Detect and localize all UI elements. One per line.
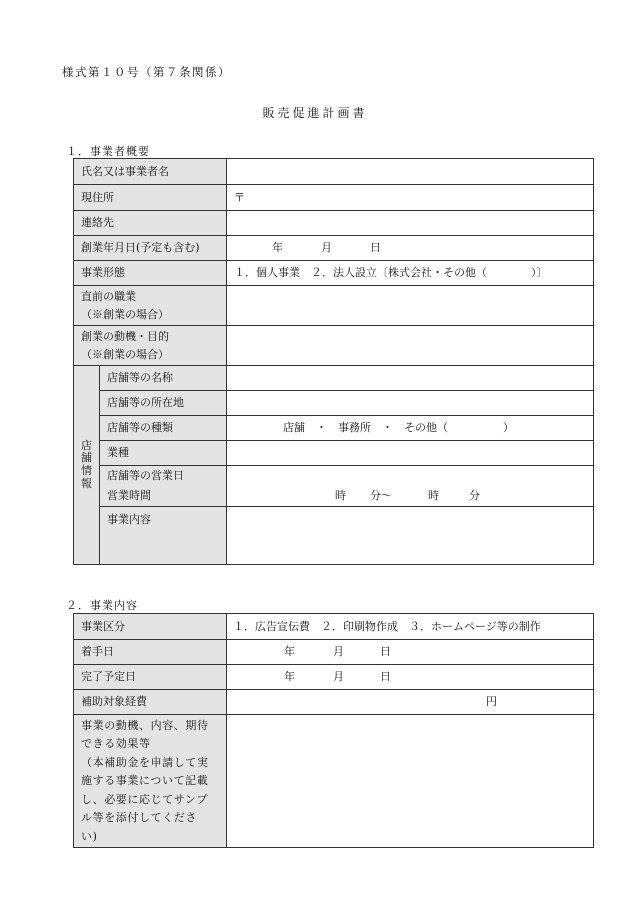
row-end-date (74, 665, 594, 690)
description-line: ル等を添付してくださ (81, 811, 197, 825)
yen-unit: 円 (486, 695, 497, 709)
minutes-unit: 分～ (370, 489, 392, 503)
row-category (74, 614, 594, 640)
description-line: 事業の動機、内容、期待 (81, 719, 209, 732)
previous-job-field[interactable] (227, 286, 594, 326)
end-date-label: 完了予定日 (74, 665, 227, 690)
row-cost (74, 690, 594, 715)
previous-job-label (74, 286, 227, 326)
row-motive (74, 326, 594, 366)
end-date-field[interactable] (227, 665, 594, 690)
name-label: 氏名又は事業者名 (74, 159, 227, 185)
motive-field[interactable] (227, 326, 594, 366)
founding-date-label: 創業年月日(予定も含む) (74, 236, 227, 261)
business-content-field[interactable] (227, 507, 594, 565)
side-char: 舗 (81, 451, 92, 465)
business-hours-field[interactable] (227, 486, 594, 507)
description-line: できる効果等 (81, 737, 151, 751)
store-name-field[interactable] (227, 366, 594, 391)
description-line: し、必要に応じてサンプ (81, 792, 209, 806)
month-unit: 月 (333, 670, 344, 684)
form-number: 様式第１０号（第７条関係） (62, 65, 231, 79)
row-description (74, 715, 594, 848)
founding-date-field[interactable] (227, 236, 594, 261)
store-location-field[interactable] (227, 391, 594, 416)
row-address (74, 185, 594, 211)
address-field[interactable]: 〒 (227, 185, 594, 211)
business-days-label: 店舗等の営業日 (100, 466, 227, 486)
row-start-date (74, 640, 594, 665)
project-content-table (73, 613, 594, 848)
hours-unit: 時 (428, 489, 439, 503)
description-label (74, 715, 227, 848)
row-name (74, 159, 594, 185)
business-days-field[interactable] (227, 466, 594, 486)
section1-heading: １．事業者概要 (66, 145, 150, 158)
row-previous-job (74, 286, 594, 326)
store-kind-options[interactable]: 店舗 ・ 事務所 ・ その他（ ） (227, 416, 594, 441)
previous-job-label-line2: （※創業の場合） (81, 307, 169, 321)
row-store-name (74, 366, 594, 391)
row-business-days (74, 466, 594, 486)
contact-field[interactable] (227, 211, 594, 236)
month-unit: 月 (321, 241, 332, 255)
description-field[interactable] (227, 715, 594, 848)
motive-label-line1: 創業の動機・目的 (81, 330, 169, 344)
industry-field[interactable] (227, 441, 594, 466)
category-options[interactable]: １．広告宣伝費 ２．印刷物作成 ３．ホームページ等の制作 (227, 614, 594, 640)
row-business-hours (74, 486, 594, 507)
store-kind-label: 店舗等の種類 (100, 416, 227, 441)
year-unit: 年 (272, 241, 283, 255)
side-char: 報 (81, 476, 92, 490)
store-location-label: 店舗等の所在地 (100, 391, 227, 416)
year-unit: 年 (284, 645, 295, 659)
row-industry (74, 441, 594, 466)
industry-label: 業種 (100, 441, 227, 466)
business-hours-label: 営業時間 (100, 486, 227, 507)
month-unit: 月 (333, 645, 344, 659)
year-unit: 年 (284, 670, 295, 684)
row-store-location (74, 391, 594, 416)
motive-label-line2: （※創業の場合） (81, 347, 169, 361)
business-overview-table (73, 158, 594, 565)
store-info-side-label (74, 366, 100, 565)
hours-unit: 時 (335, 489, 346, 503)
row-founding-date (74, 236, 594, 261)
business-content-label: 事業内容 (100, 507, 227, 565)
minutes-unit: 分 (469, 489, 480, 503)
motive-label (74, 326, 227, 366)
name-field[interactable] (227, 159, 594, 185)
row-contact (74, 211, 594, 236)
description-line: い) (81, 829, 98, 843)
start-date-label: 着手日 (74, 640, 227, 665)
business-type-options[interactable]: １．個人事業 ２．法人設立〔株式会社・その他（ ）〕 (227, 261, 594, 286)
day-unit: 日 (370, 241, 381, 255)
contact-label: 連絡先 (74, 211, 227, 236)
row-business-type (74, 261, 594, 286)
document-title: 販売促進計画書 (262, 106, 368, 120)
day-unit: 日 (380, 645, 391, 659)
store-name-label: 店舗等の名称 (100, 366, 227, 391)
row-business-content (74, 507, 594, 565)
description-line: （本補助金を申請して実 (81, 755, 209, 769)
business-type-label: 事業形態 (74, 261, 227, 286)
previous-job-label-line1: 直前の職業 (81, 290, 136, 304)
section2-heading: ２．事業内容 (66, 599, 138, 612)
category-label: 事業区分 (74, 614, 227, 640)
row-store-kind (74, 416, 594, 441)
day-unit: 日 (380, 670, 391, 684)
description-line: 施する事業について記載 (81, 774, 209, 788)
side-char: 情 (81, 464, 92, 477)
cost-field[interactable] (227, 690, 594, 715)
address-label: 現住所 (74, 185, 227, 211)
side-char: 店 (81, 438, 92, 452)
cost-label: 補助対象経費 (74, 690, 227, 715)
start-date-field[interactable] (227, 640, 594, 665)
